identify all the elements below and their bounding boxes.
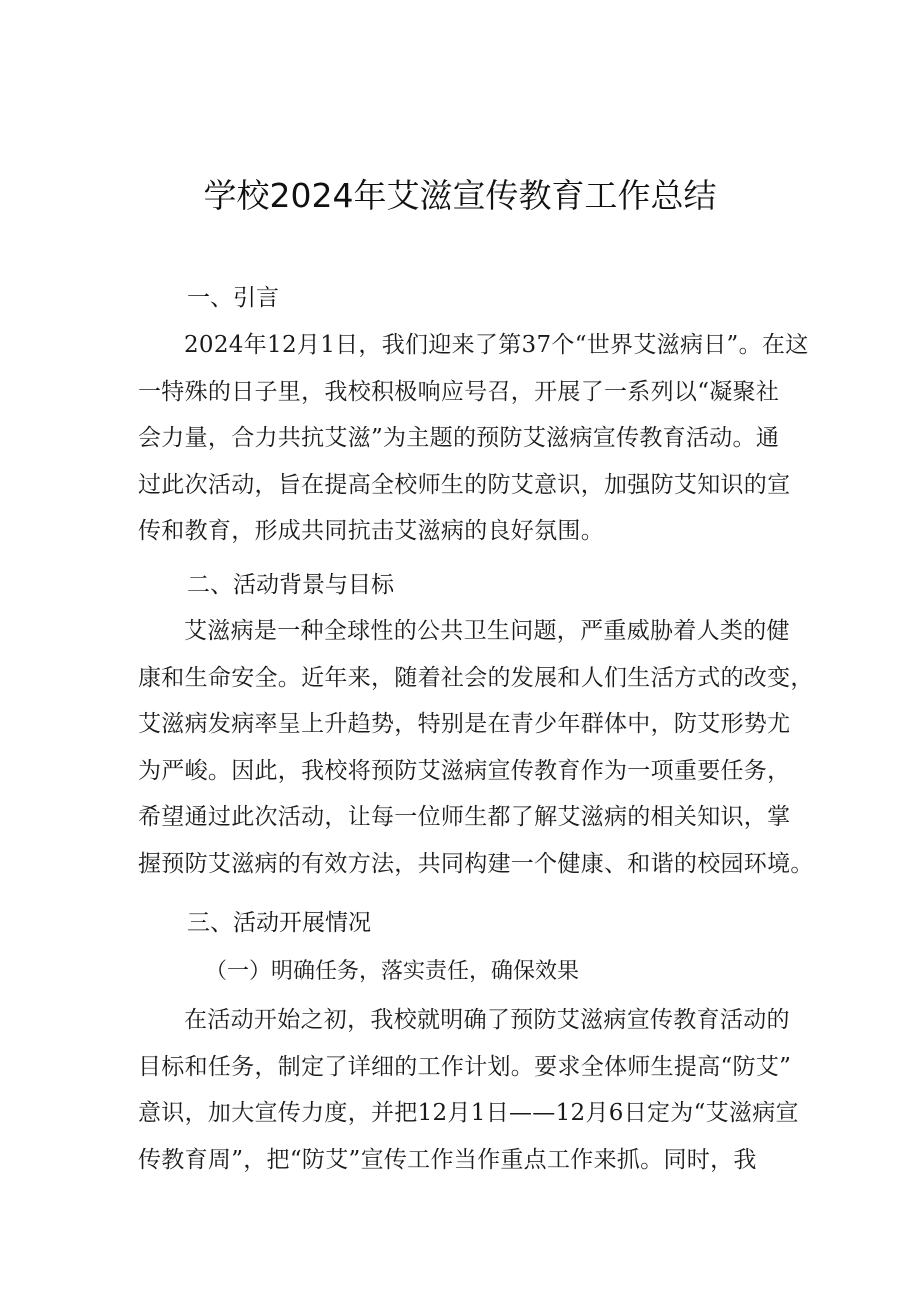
subsection-heading-tasks: （一）明确任务，落实责任，确保效果 [205,959,580,984]
section-paragraph-background-goals [138,608,814,887]
paragraph-line: 会力量，合力共抗艾滋”为主题的预防艾滋病宣传教育活动。通 [138,425,780,451]
paragraph-line: 目标和任务，制定了详细的工作计划。要求全体师生提高“防艾” [138,1053,792,1080]
paragraph-line: 2024年12月1日，我们迎来了第37个“世界艾滋病日”。在这 [184,332,809,358]
paragraph-line: 为严峻。因此，我校将预防艾滋病宣传教育作为一项重要任务， [138,757,791,784]
paragraph-line: 一特殊的日子里，我校积极响应号召，开展了一系列以“凝聚社 [138,378,780,405]
paragraph-line: 康和生命安全。近年来，随着社会的发展和人们生活方式的改变， [138,664,814,691]
paragraph-line: 意识，加大宣传力度，并把12月1日——12月6日定为“艾滋病宣 [138,1100,799,1126]
paragraph-line: 艾滋病发病率呈上升趋势，特别是在青少年群体中，防艾形势尤 [138,711,791,737]
paragraph-line: 传和教育，形成共同抗击艾滋病的良好氛围。 [138,518,604,544]
paragraph-line: 过此次活动，旨在提高全校师生的防艾意识，加强防艾知识的宣 [138,471,791,498]
paragraph-line: 传教育周”，把“防艾”宣传工作当作重点工作来抓。同时，我 [138,1146,757,1173]
section-paragraph-introduction [138,322,809,555]
paragraph-line: 握预防艾滋病的有效方法，共同构建一个健康、和谐的校园环境。 [138,850,814,877]
section-heading-background-goals: 二、活动背景与目标 [187,572,394,598]
section-heading-introduction: 一、引言 [187,285,279,311]
section-heading-activities: 三、活动开展情况 [187,910,371,936]
document-title: 学校2024年艾滋宣传教育工作总结 [203,176,717,215]
paragraph-line: 艾滋病是一种全球性的公共卫生问题，严重威胁着人类的健 [184,618,790,644]
paragraph-line: 在活动开始之初，我校就明确了预防艾滋病宣传教育活动的 [184,1007,790,1033]
section-paragraph-activities [138,997,798,1183]
paragraph-line: 希望通过此次活动，让每一位师生都了解艾滋病的相关知识，掌 [138,804,791,830]
